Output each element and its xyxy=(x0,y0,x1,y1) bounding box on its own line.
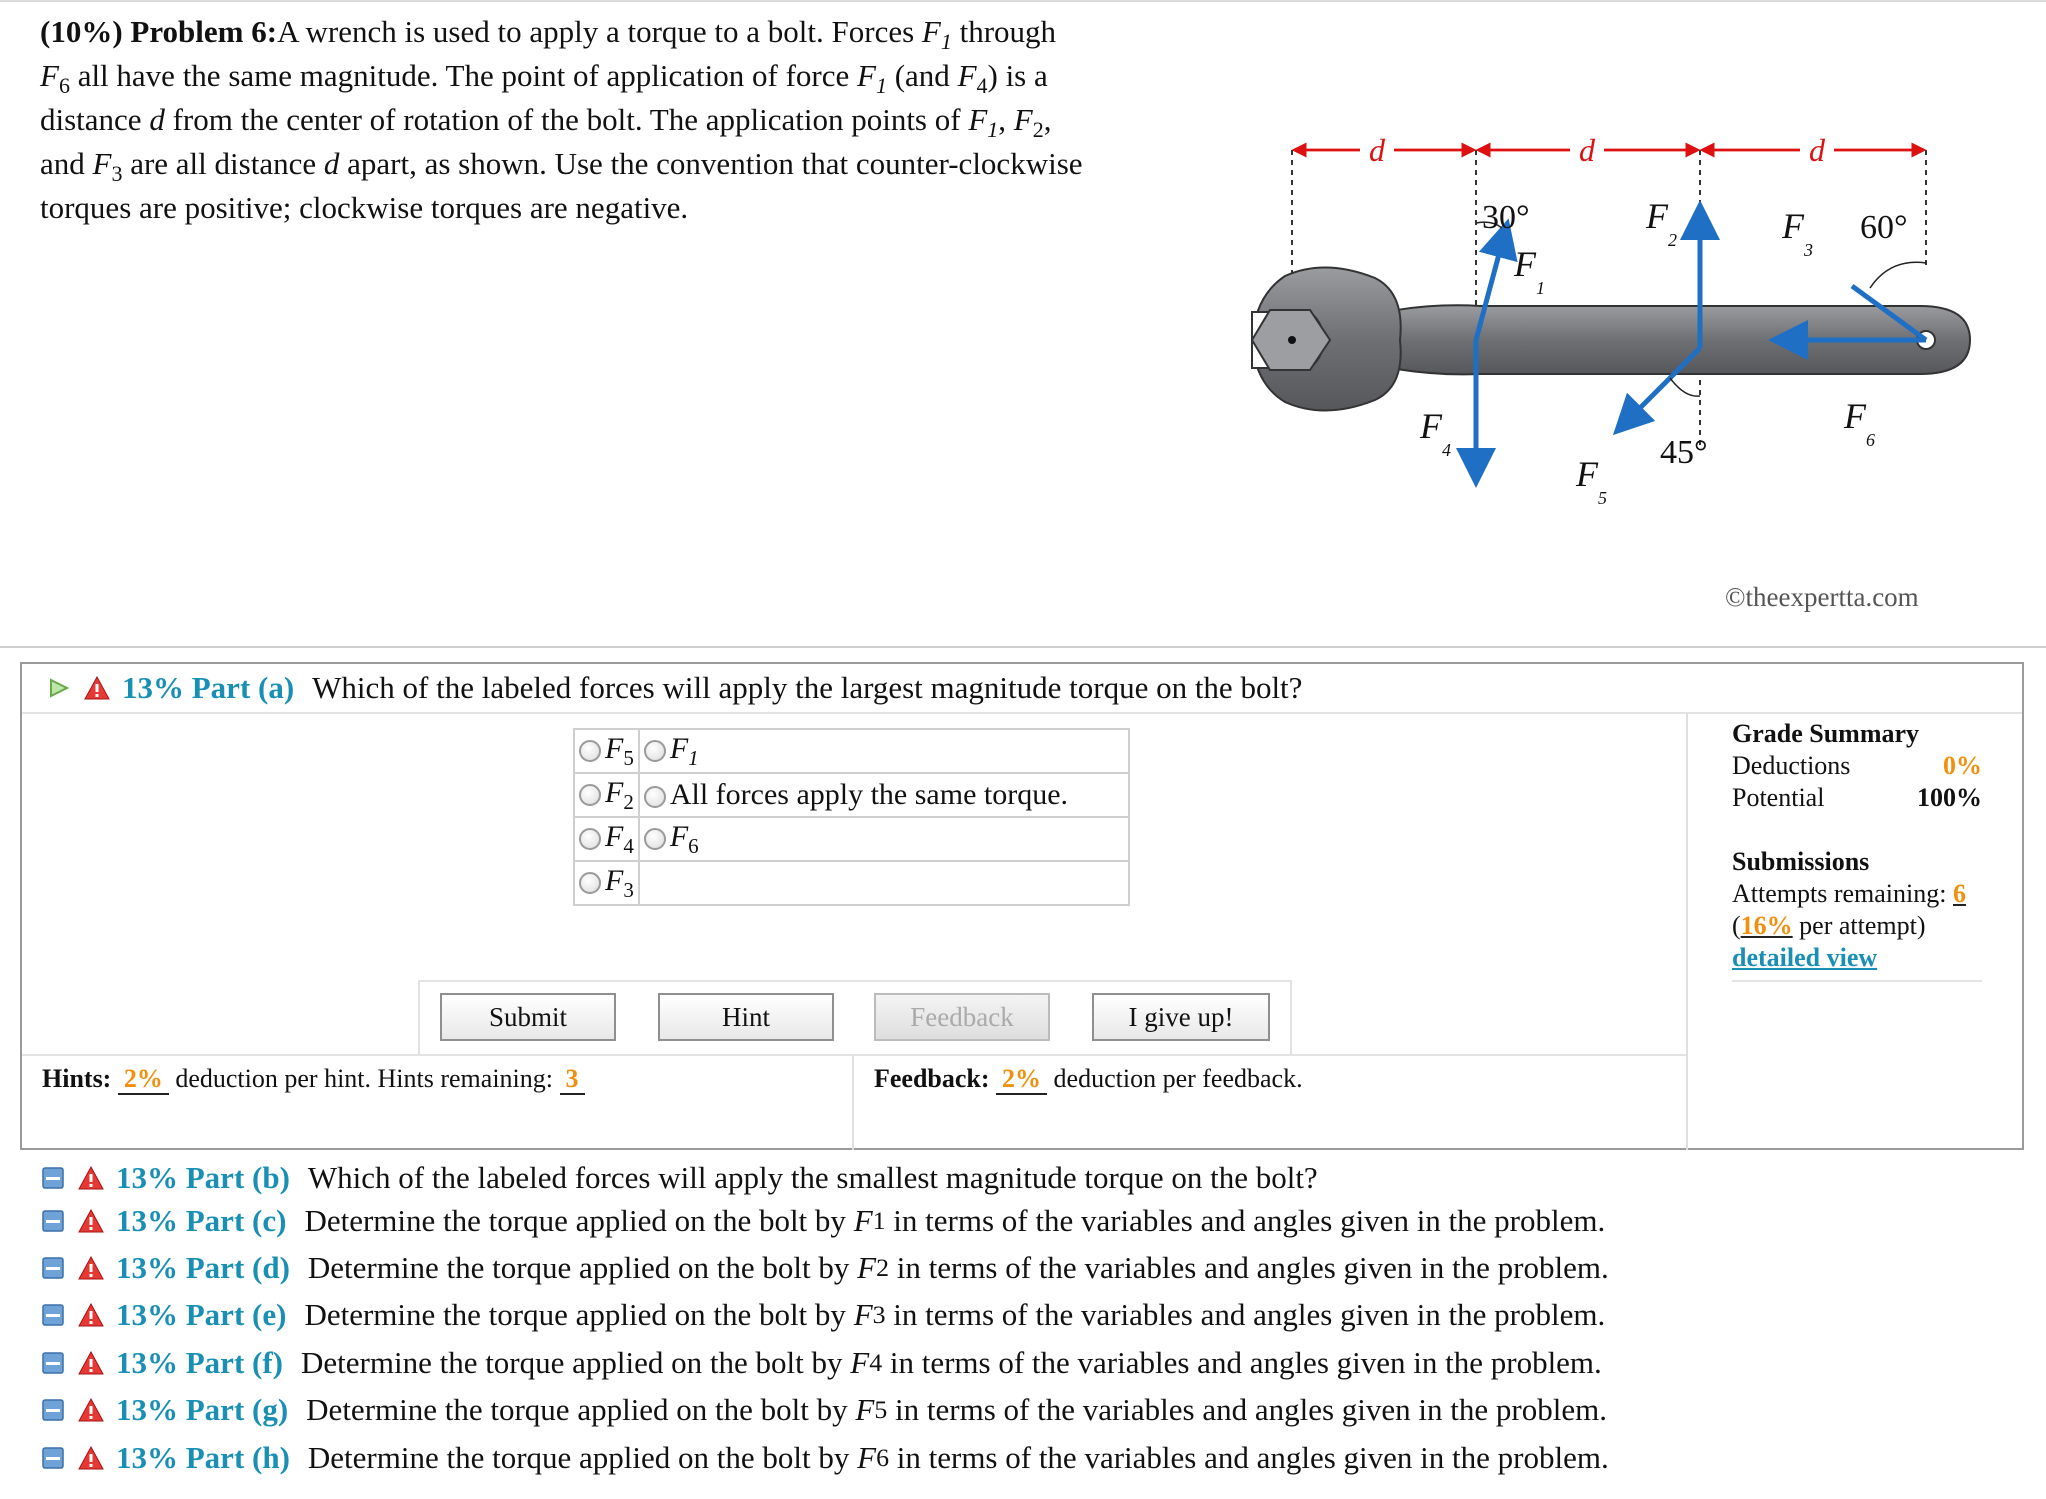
label-f4-sub: 4 xyxy=(1442,440,1451,460)
part-a-title xyxy=(122,670,294,706)
grade-summary xyxy=(1732,718,1982,982)
grade-divider xyxy=(1732,980,1982,982)
sym-f: F xyxy=(40,58,59,93)
detailed-view-link[interactable]: detailed view xyxy=(1732,943,1878,972)
sym-f: F xyxy=(855,1392,875,1427)
part-row[interactable] xyxy=(42,1345,1602,1381)
sym-d: d xyxy=(323,146,340,181)
submissions-title: Submissions xyxy=(1732,847,1870,876)
sym-sub: 3 xyxy=(111,161,123,187)
sym-f: F xyxy=(853,1297,873,1332)
empty-cell xyxy=(639,861,1129,905)
option-f3[interactable] xyxy=(574,861,639,905)
part-question: Determine the torque applied on the bolt by xyxy=(306,1392,856,1427)
option-f1[interactable] xyxy=(639,729,1129,773)
sym-f: F xyxy=(853,1203,873,1238)
warning-icon xyxy=(78,1398,104,1422)
hints-info xyxy=(42,1064,585,1094)
option-sym: F xyxy=(605,775,624,809)
part-title[interactable] xyxy=(116,1297,286,1333)
option-sym: F xyxy=(669,819,689,853)
part-title[interactable] xyxy=(116,1250,290,1286)
top-border xyxy=(0,0,2046,2)
part-row[interactable] xyxy=(42,1203,1605,1239)
sym-sub: 1 xyxy=(987,117,999,143)
sym-f: F xyxy=(1013,102,1033,137)
sym-f: F xyxy=(850,1345,870,1380)
part-title[interactable] xyxy=(116,1345,283,1381)
label-f6: F xyxy=(1844,396,1866,436)
part-label: Part (e) xyxy=(185,1297,287,1332)
part-label: Part (g) xyxy=(185,1392,289,1427)
give-up-button[interactable]: I give up! xyxy=(1092,993,1270,1041)
part-title[interactable] xyxy=(116,1160,290,1196)
radio-icon[interactable] xyxy=(579,828,601,850)
problem-text-4c: apart, as shown. Use the convention that counter-clockwise xyxy=(339,146,1083,181)
attempts-label: Attempts remaining: xyxy=(1732,879,1947,908)
warning-icon xyxy=(78,1166,104,1190)
part-percent: 13% xyxy=(116,1392,178,1427)
sym-sub: 2 xyxy=(1032,117,1044,143)
part-row[interactable] xyxy=(42,1160,1318,1196)
part-percent: 13% xyxy=(116,1440,178,1475)
hints-label: Hints: xyxy=(42,1064,112,1093)
part-label: Part (b) xyxy=(185,1160,290,1195)
feedback-label: Feedback: xyxy=(874,1064,990,1093)
part-question: Determine the torque applied on the bolt by xyxy=(304,1203,854,1238)
part-sub: 2 xyxy=(876,1253,890,1282)
part-title[interactable] xyxy=(116,1392,288,1428)
part-sub: 6 xyxy=(876,1443,890,1472)
hints-feedback-divider xyxy=(852,1054,854,1150)
problem-text-4: and xyxy=(40,146,93,181)
part-question-tail: in terms of the variables and angles given in the problem. xyxy=(885,1203,1606,1238)
label-f1-sub: 1 xyxy=(1536,278,1545,298)
part-question: Determine the torque applied on the bolt by xyxy=(307,1250,858,1285)
option-sub: 5 xyxy=(623,745,634,770)
option-f4[interactable] xyxy=(574,817,639,861)
dim-label-d3: d xyxy=(1809,132,1825,168)
sym-f: F xyxy=(921,14,941,49)
sym-f: F xyxy=(857,1440,877,1475)
label-f1: F xyxy=(1514,244,1536,284)
part-a-percent: 13% xyxy=(122,670,184,705)
sym-f: F xyxy=(957,58,977,93)
part-question-tail: in terms of the variables and angles given in the problem. xyxy=(889,1440,1609,1475)
feedback-text: deduction per feedback. xyxy=(1053,1064,1303,1093)
hints-text: deduction per hint. Hints remaining: xyxy=(175,1064,553,1093)
sym-f: F xyxy=(968,102,988,137)
wrench-diagram xyxy=(1230,128,1990,528)
angle-45-label: 45° xyxy=(1660,434,1708,471)
problem-text-2: all have the same magnitude. The point of application of force xyxy=(69,58,858,93)
per-attempt-text: per attempt) xyxy=(1799,911,1926,940)
feedback-info xyxy=(874,1064,1303,1094)
label-f2-sub: 2 xyxy=(1668,230,1677,250)
sym-f: F xyxy=(92,146,112,181)
part-title[interactable] xyxy=(116,1440,290,1476)
part-row[interactable] xyxy=(42,1392,1607,1428)
sym-sub: 6 xyxy=(58,73,70,99)
part-row[interactable] xyxy=(42,1297,1605,1333)
angle-30-label: 30° xyxy=(1482,199,1530,236)
dim-label-d1: d xyxy=(1369,132,1385,168)
dim-label-d2: d xyxy=(1579,132,1595,168)
warning-icon xyxy=(78,1303,104,1327)
sym-sub: 1 xyxy=(940,29,952,55)
option-f5[interactable] xyxy=(574,729,639,773)
part-question: Determine the torque applied on the bolt by xyxy=(307,1440,858,1475)
part-percent: 13% xyxy=(116,1345,178,1380)
feedback-percent: 2% xyxy=(996,1064,1047,1095)
part-row[interactable] xyxy=(42,1440,1609,1476)
part-sub: 5 xyxy=(874,1395,888,1424)
part-question: Determine the torque applied on the bolt by xyxy=(304,1297,854,1332)
hints-percent: 2% xyxy=(118,1064,169,1095)
hints-divider xyxy=(22,1054,1686,1056)
option-f2[interactable] xyxy=(574,773,639,817)
option-sub: 4 xyxy=(623,833,634,858)
sym-f: F xyxy=(857,58,876,93)
potential-label: Potential xyxy=(1732,783,1825,812)
problem-text-4b: are all distance xyxy=(122,146,324,181)
label-f6-sub: 6 xyxy=(1866,430,1875,450)
option-sym: F xyxy=(669,731,689,765)
sym-sub: 1 xyxy=(875,73,887,99)
problem-text-1b: through xyxy=(951,14,1057,49)
part-label: Part (h) xyxy=(185,1440,290,1475)
potential-row xyxy=(1732,782,1982,814)
grade-summary-title: Grade Summary xyxy=(1732,719,1920,748)
problem-text-3b: from the center of rotation of the bolt. The application points of xyxy=(164,102,969,137)
problem-text-2c: ) is a xyxy=(987,58,1048,93)
part-label: Part (c) xyxy=(185,1203,287,1238)
part-percent: 13% xyxy=(116,1203,178,1238)
radio-icon[interactable] xyxy=(644,828,666,850)
part-sub: 1 xyxy=(872,1206,886,1235)
option-f6[interactable] xyxy=(639,817,1129,861)
warning-icon xyxy=(84,676,110,700)
collapse-toggle-icon[interactable] xyxy=(48,677,70,699)
warning-icon xyxy=(78,1209,104,1233)
sym-d: d xyxy=(149,102,165,137)
part-a-header[interactable] xyxy=(22,664,2022,714)
attempts-row xyxy=(1732,878,1982,910)
part-row[interactable] xyxy=(42,1250,1609,1286)
option-sub: 6 xyxy=(688,833,699,858)
problem-weight: (10%) xyxy=(40,14,123,49)
part-label: Part (f) xyxy=(185,1345,283,1380)
part-sub: 3 xyxy=(872,1300,886,1329)
label-f2: F xyxy=(1646,196,1668,236)
deductions-value: 0% xyxy=(1943,751,1982,780)
expand-icon[interactable] xyxy=(42,1210,64,1232)
copyright-notice: ©theexpertta.com xyxy=(1725,582,1919,612)
part-sub: 4 xyxy=(869,1348,883,1377)
sym-sub: 4 xyxy=(976,73,988,99)
problem-statement: (10%) Problem 6:A wrench is used to apply a torque to a bolt. Forces $F_1$ through $F_6$ all have the same magnitude. The point of application of force $F_1$ (and $F_4$) is a distance d from the center of rotation of the bolt. The application points of $F_1$, $F_2$, and $F_3$ are all distance d apart, as shown. Use the convention that counter-clockwise torques are positive; clockwise torques are negative. xyxy=(40,14,1083,225)
expand-icon[interactable] xyxy=(42,1257,64,1279)
part-question-tail: in terms of the variables and angles given in the problem. xyxy=(889,1250,1609,1285)
per-attempt-percent: 16% xyxy=(1740,911,1793,940)
label-f4: F xyxy=(1420,406,1442,446)
expand-icon[interactable] xyxy=(42,1352,64,1374)
potential-value: 100% xyxy=(1917,783,1982,812)
expand-icon[interactable] xyxy=(42,1167,64,1189)
part-percent: 13% xyxy=(116,1297,178,1332)
part-question: Determine the torque applied on the bolt by xyxy=(301,1345,851,1380)
angle-60-label: 60° xyxy=(1860,209,1908,246)
problem-text-3: distance xyxy=(40,102,150,137)
attempts-value: 6 xyxy=(1952,879,1966,908)
warning-icon xyxy=(78,1446,104,1470)
part-a-label: Part (a) xyxy=(191,670,295,705)
option-sub: 3 xyxy=(623,877,634,902)
label-f3-sub: 3 xyxy=(1804,240,1813,260)
part-percent: 13% xyxy=(116,1160,178,1195)
radio-icon[interactable] xyxy=(579,740,601,762)
warning-icon xyxy=(78,1351,104,1375)
expand-icon[interactable] xyxy=(42,1447,64,1469)
submit-button[interactable]: Submit xyxy=(440,993,616,1041)
part-question: Which of the labeled forces will apply the smallest magnitude torque on the bolt? xyxy=(307,1160,1318,1195)
radio-icon[interactable] xyxy=(644,786,666,808)
option-sym: F xyxy=(605,731,624,765)
feedback-button[interactable]: Feedback xyxy=(874,993,1050,1041)
per-attempt-row: (16% per attempt) xyxy=(1732,911,1926,940)
option-all-same[interactable] xyxy=(639,773,1129,817)
option-sym: F xyxy=(605,819,624,853)
problem-text-1: A wrench is used to apply a torque to a bolt. Forces xyxy=(277,14,922,49)
part-title[interactable] xyxy=(116,1203,286,1239)
grade-column-divider xyxy=(1686,714,1688,1150)
expand-icon[interactable] xyxy=(42,1399,64,1421)
label-f5: F xyxy=(1576,454,1598,494)
problem-title: Problem 6: xyxy=(130,14,278,49)
part-question-tail: in terms of the variables and angles given in the problem. xyxy=(885,1297,1606,1332)
option-sym: F xyxy=(605,863,624,897)
radio-icon[interactable] xyxy=(579,784,601,806)
expand-icon[interactable] xyxy=(42,1304,64,1326)
deductions-label: Deductions xyxy=(1732,751,1851,780)
hint-button[interactable]: Hint xyxy=(658,993,834,1041)
section-divider xyxy=(0,646,2046,648)
option-sub: 2 xyxy=(623,789,634,814)
warning-icon xyxy=(78,1256,104,1280)
part-percent: 13% xyxy=(116,1250,178,1285)
radio-icon[interactable] xyxy=(579,872,601,894)
radio-icon[interactable] xyxy=(644,740,666,762)
part-a-question: Which of the labeled forces will apply the largest magnitude torque on the bolt? xyxy=(312,670,1303,705)
problem-text-2b: (and xyxy=(886,58,958,93)
label-f5-sub: 5 xyxy=(1598,488,1607,508)
hints-remaining: 3 xyxy=(560,1064,585,1095)
deductions-row xyxy=(1732,750,1982,782)
sym-f: F xyxy=(857,1250,877,1285)
part-label: Part (d) xyxy=(185,1250,290,1285)
part-question-tail: in terms of the variables and angles given in the problem. xyxy=(882,1345,1602,1380)
answer-options-table xyxy=(573,728,1130,906)
part-question-tail: in terms of the variables and angles given in the problem. xyxy=(887,1392,1607,1427)
problem-text-5: torques are positive; clockwise torques are negative. xyxy=(40,190,689,225)
option-text: All forces apply the same torque. xyxy=(669,778,1069,811)
label-f3: F xyxy=(1782,206,1804,246)
option-sub: 1 xyxy=(688,745,699,770)
